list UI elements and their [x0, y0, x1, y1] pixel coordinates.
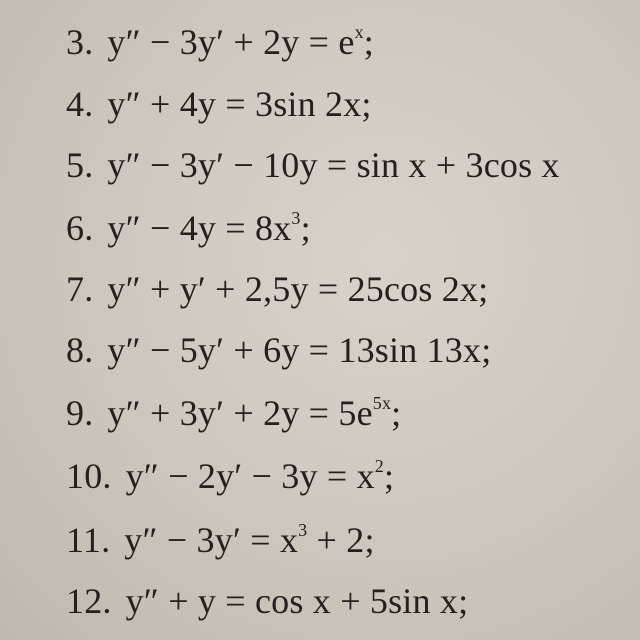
equation-number: 6. [66, 208, 94, 248]
equation-number: 11. [66, 520, 111, 560]
equation-number: 4. [66, 84, 94, 124]
equation-4 [66, 84, 372, 124]
equation-superscript: 3 [298, 520, 308, 540]
equation-superscript: 2 [374, 456, 384, 476]
equation-number: 12. [66, 581, 112, 621]
equation-number: 8. [66, 330, 94, 370]
equation-tail: ; [384, 456, 395, 496]
equation-expression [107, 208, 310, 248]
equation-expression [107, 269, 488, 309]
equation-tail: ; [363, 22, 374, 62]
equation-body: y″ + y = cos x + 5sin x; [125, 581, 469, 621]
equation-expression [107, 145, 559, 185]
equation-superscript: 5x [372, 393, 392, 413]
equation-body: y″ − 5y′ + 6y = 13sin 13x; [107, 330, 492, 370]
equation-10 [66, 456, 394, 496]
equation-6 [66, 208, 311, 248]
equation-number: 9. [66, 393, 94, 433]
equation-number: 3. [66, 22, 94, 62]
equation-expression [126, 456, 395, 496]
equation-expression [107, 330, 491, 370]
equation-expression [107, 393, 401, 433]
equation-body: y″ + y′ + 2,5y = 25cos 2x; [107, 269, 489, 309]
equation-11 [66, 520, 375, 560]
equation-body: y″ − 3y′ + 2y = e [107, 22, 355, 62]
equation-12 [66, 581, 468, 621]
equation-body: y″ − 4y = 8x [107, 208, 292, 248]
equation-superscript: x [354, 22, 364, 42]
equation-body: y″ + 4y = 3sin 2x; [107, 84, 372, 124]
equation-expression [107, 84, 371, 124]
equation-tail: ; [300, 208, 311, 248]
equation-5 [66, 145, 560, 185]
equation-8 [66, 330, 491, 370]
equation-body: y″ + 3y′ + 2y = 5e [107, 393, 373, 433]
equation-tail: ; [391, 393, 402, 433]
equation-tail: + 2; [307, 520, 375, 560]
equation-body: y″ − 3y′ = x [124, 520, 299, 560]
equation-number: 5. [66, 145, 94, 185]
equation-body: y″ − 2y′ − 3y = x [125, 456, 375, 496]
equation-7 [66, 269, 488, 309]
equation-number: 7. [66, 269, 94, 309]
equation-number: 10. [66, 456, 112, 496]
equation-expression [124, 520, 374, 560]
equation-expression [107, 22, 374, 62]
equation-9 [66, 393, 401, 433]
equation-3 [66, 22, 374, 62]
equation-body: y″ − 3y′ − 10y = sin x + 3cos x [107, 145, 560, 185]
equation-expression [126, 581, 469, 621]
equation-superscript: 3 [291, 208, 301, 228]
